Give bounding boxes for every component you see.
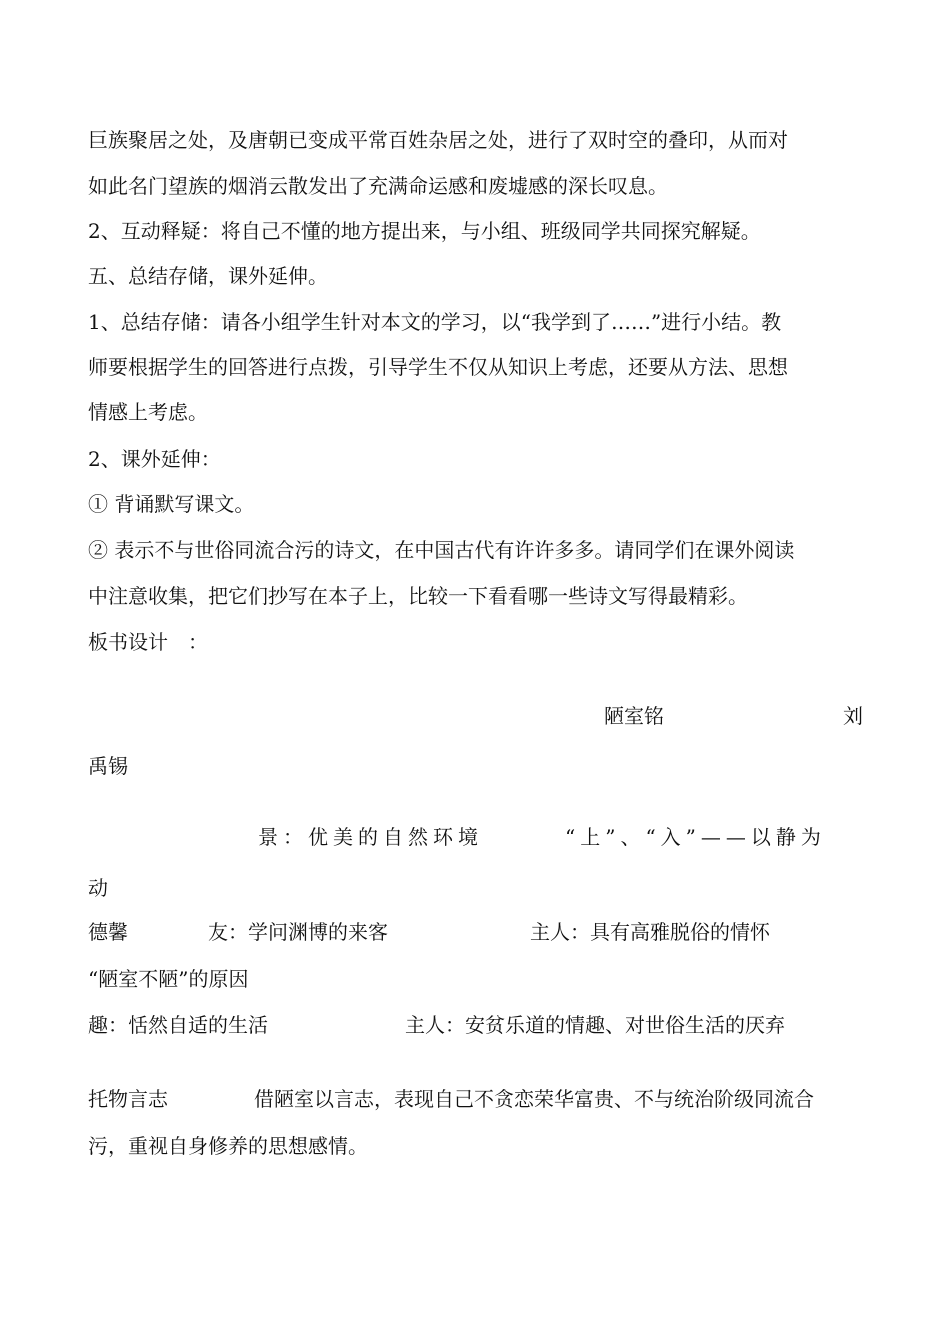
board-title: 陋室铭 [604,704,664,728]
paragraph-line: 巨族聚居之处，及唐朝已变成平常百姓杂居之处，进行了双时空的叠印，从而对 [88,128,788,152]
board-reason: “陋室不陋”的原因 [88,967,249,991]
extension-item: ① 背诵默写课文。 [88,492,255,516]
board-scene-note: “上”、“入”——以静为 [565,825,826,849]
board-scene-note: 动 [88,876,108,900]
paragraph-line: 如此名门望族的烟消云散发出了充满命运感和废墟感的深长叹息。 [88,174,668,198]
board-allegory-label: 托物言志 [88,1087,168,1111]
board-design-label: 板书设计 ： [88,630,208,654]
board-allegory-text: 污，重视自身修养的思想感情。 [88,1134,368,1158]
extension-item: ② 表示不与世俗同流合污的诗文，在中国古代有许许多多。请同学们在课外阅读 [88,538,795,562]
board-interest-note: 主人：安贫乐道的情趣、对世俗生活的厌弃 [405,1013,785,1037]
summary-line: 1、总结存储：请各小组学生针对本文的学习，以“我学到了……”进行小结。教 [88,310,782,334]
board-friends: 友：学问渊博的来客 [208,920,388,944]
board-interest: 趣：恬然自适的生活 [88,1013,268,1037]
board-allegory-text: 借陋室以言志，表现自己不贪恋荣华富贵、不与统治阶级同流合 [254,1087,814,1111]
board-virtue: 德馨 [88,920,128,944]
extension-heading: 2、课外延伸： [88,447,221,471]
interact-item: 2、互动释疑：将自己不懂的地方提出来，与小组、班级同学共同探究解疑。 [88,219,761,243]
summary-line: 情感上考虑。 [88,400,208,424]
board-author: 禹锡 [88,754,128,778]
board-friends-note: 主人：具有高雅脱俗的情怀 [530,920,770,944]
summary-line: 师要根据学生的回答进行点拨，引导学生不仅从知识上考虑，还要从方法、思想 [88,355,788,379]
board-author: 刘 [843,704,863,728]
section-heading: 五、总结存储，课外延伸。 [88,264,328,288]
board-scene: 景：优美的自然环境 [258,825,483,849]
extension-item: 中注意收集，把它们抄写在本子上，比较一下看看哪一些诗文写得最精彩。 [88,584,748,608]
